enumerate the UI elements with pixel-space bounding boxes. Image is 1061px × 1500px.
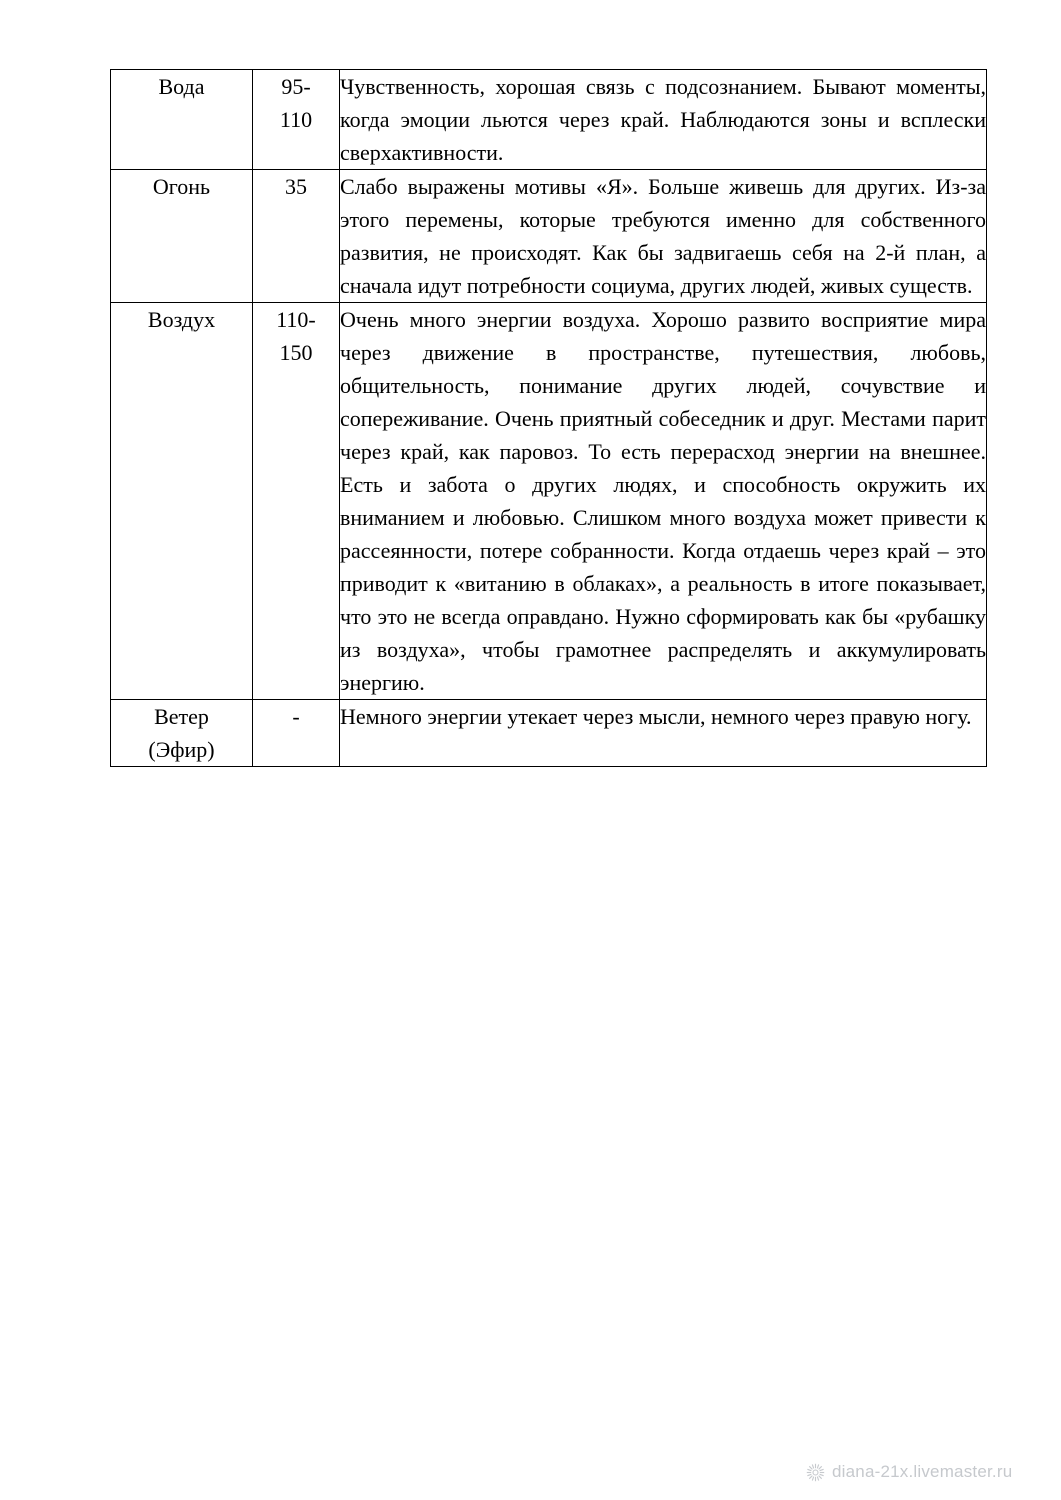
element-value-line1: 95- bbox=[281, 74, 311, 99]
element-value-cell bbox=[253, 170, 340, 303]
table-row bbox=[111, 303, 987, 700]
watermark bbox=[806, 1462, 1012, 1482]
element-value-line2: 110 bbox=[279, 107, 313, 132]
table-row bbox=[111, 170, 987, 303]
element-description-cell bbox=[340, 170, 987, 303]
element-value-line2: 150 bbox=[279, 340, 313, 365]
element-description-cell bbox=[340, 70, 987, 170]
watermark-text: diana-21x.livemaster.ru bbox=[832, 1462, 1013, 1481]
element-value-cell bbox=[253, 700, 340, 767]
element-name-cell bbox=[111, 303, 253, 700]
element-description: Чувственность, хорошая связь с подсознанием. Бывают моменты, когда эмоции льются через край. Наблюдаются зоны и всплески сверхактивности. bbox=[340, 74, 986, 165]
element-name: Огонь bbox=[152, 174, 211, 199]
element-value-line1: 110- bbox=[276, 307, 316, 332]
element-name-cell bbox=[111, 700, 253, 767]
element-name: Ветер bbox=[154, 704, 209, 729]
element-name-cell bbox=[111, 170, 253, 303]
element-value-line1: - bbox=[292, 704, 300, 729]
element-description-cell bbox=[340, 700, 987, 767]
element-name: Вода bbox=[158, 74, 205, 99]
element-value-cell bbox=[253, 70, 340, 170]
element-value-cell bbox=[253, 303, 340, 700]
element-name-alt: (Эфир) bbox=[148, 737, 215, 762]
element-name-cell bbox=[111, 70, 253, 170]
element-description: Немного энергии утекает через мысли, немного через правую ногу. bbox=[340, 704, 972, 729]
element-value-line1: 35 bbox=[285, 174, 307, 199]
element-description: Очень много энергии воздуха. Хорошо развито восприятие мира через движение в пространстве, путешествия, любовь, общительность, понимание других людей, сочувствие и сопереживание. Очень приятный собеседник и друг. Местами парит через край, как паровоз. То есть перерасход энергии на внешнее. Есть и забота о других людях, и способность окружить их вниманием и любовью. Слишком много воздуха может привести к рассеянности, потере собранности. Когда отдаешь через край – это приводит к «витанию в облаках», а реальность в итоге показывает, что это не всегда оправдано. Нужно сформировать как бы «рубашку из воздуха», чтобы грамотнее распределять и аккумулировать энергию. bbox=[340, 307, 986, 695]
table-row bbox=[111, 700, 987, 767]
element-name: Воздух bbox=[147, 307, 216, 332]
table-row bbox=[111, 70, 987, 170]
flower-sunburst-icon bbox=[806, 1463, 825, 1482]
elements-energy-table bbox=[110, 69, 987, 767]
element-description-cell bbox=[340, 303, 987, 700]
element-description: Слабо выражены мотивы «Я». Больше живешь для других. Из-за этого перемены, которые требуются именно для собственного развития, не происходят. Как бы задвигаешь себя на 2-й план, а сначала идут потребности социума, других людей, живых существ. bbox=[340, 174, 986, 298]
